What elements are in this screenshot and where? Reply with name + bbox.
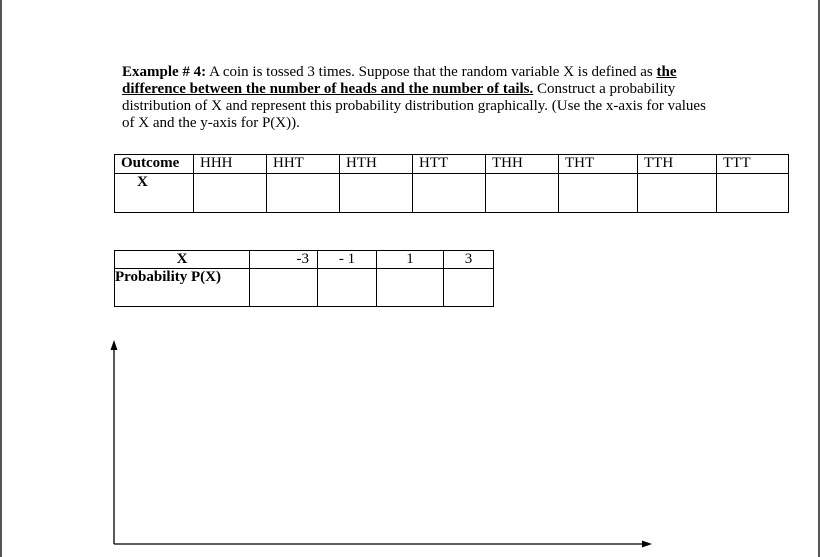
outcome-cell: HTT [413,155,486,174]
x-value: - 1 [318,251,377,269]
x-value: 3 [444,251,494,269]
example-label: Example # 4: [122,64,207,80]
outcome-cell: THH [486,155,559,174]
x-value: -3 [250,251,318,269]
outcome-cell: HHT [267,155,340,174]
outcome-cell: HHH [194,155,267,174]
x-axis-arrow-icon [642,541,652,548]
prob-header-label: X [115,251,250,269]
y-axis-arrow-icon [111,340,118,350]
prob-row-label: Probability P(X) [115,269,250,307]
outcome-cell: TTT [717,155,789,174]
outcome-cell: HTH [340,155,413,174]
x-row-label: X [115,174,194,213]
x-value: 1 [377,251,444,269]
outcome-cell: TTH [638,155,717,174]
problem-text-2: Construct a probability distribution of X and represent this probability distribution graphically. (Use the x-axis for values of X and the y-axis for P(X)). [122,81,706,131]
outcome-header-label: Outcome [115,155,194,174]
problem-emphasis: the difference between the number of heads and the number of tails. [122,64,677,97]
problem-text-1: A coin is tossed 3 times. Suppose that the random variable X is defined as [206,64,657,80]
outcome-cell: THT [559,155,638,174]
